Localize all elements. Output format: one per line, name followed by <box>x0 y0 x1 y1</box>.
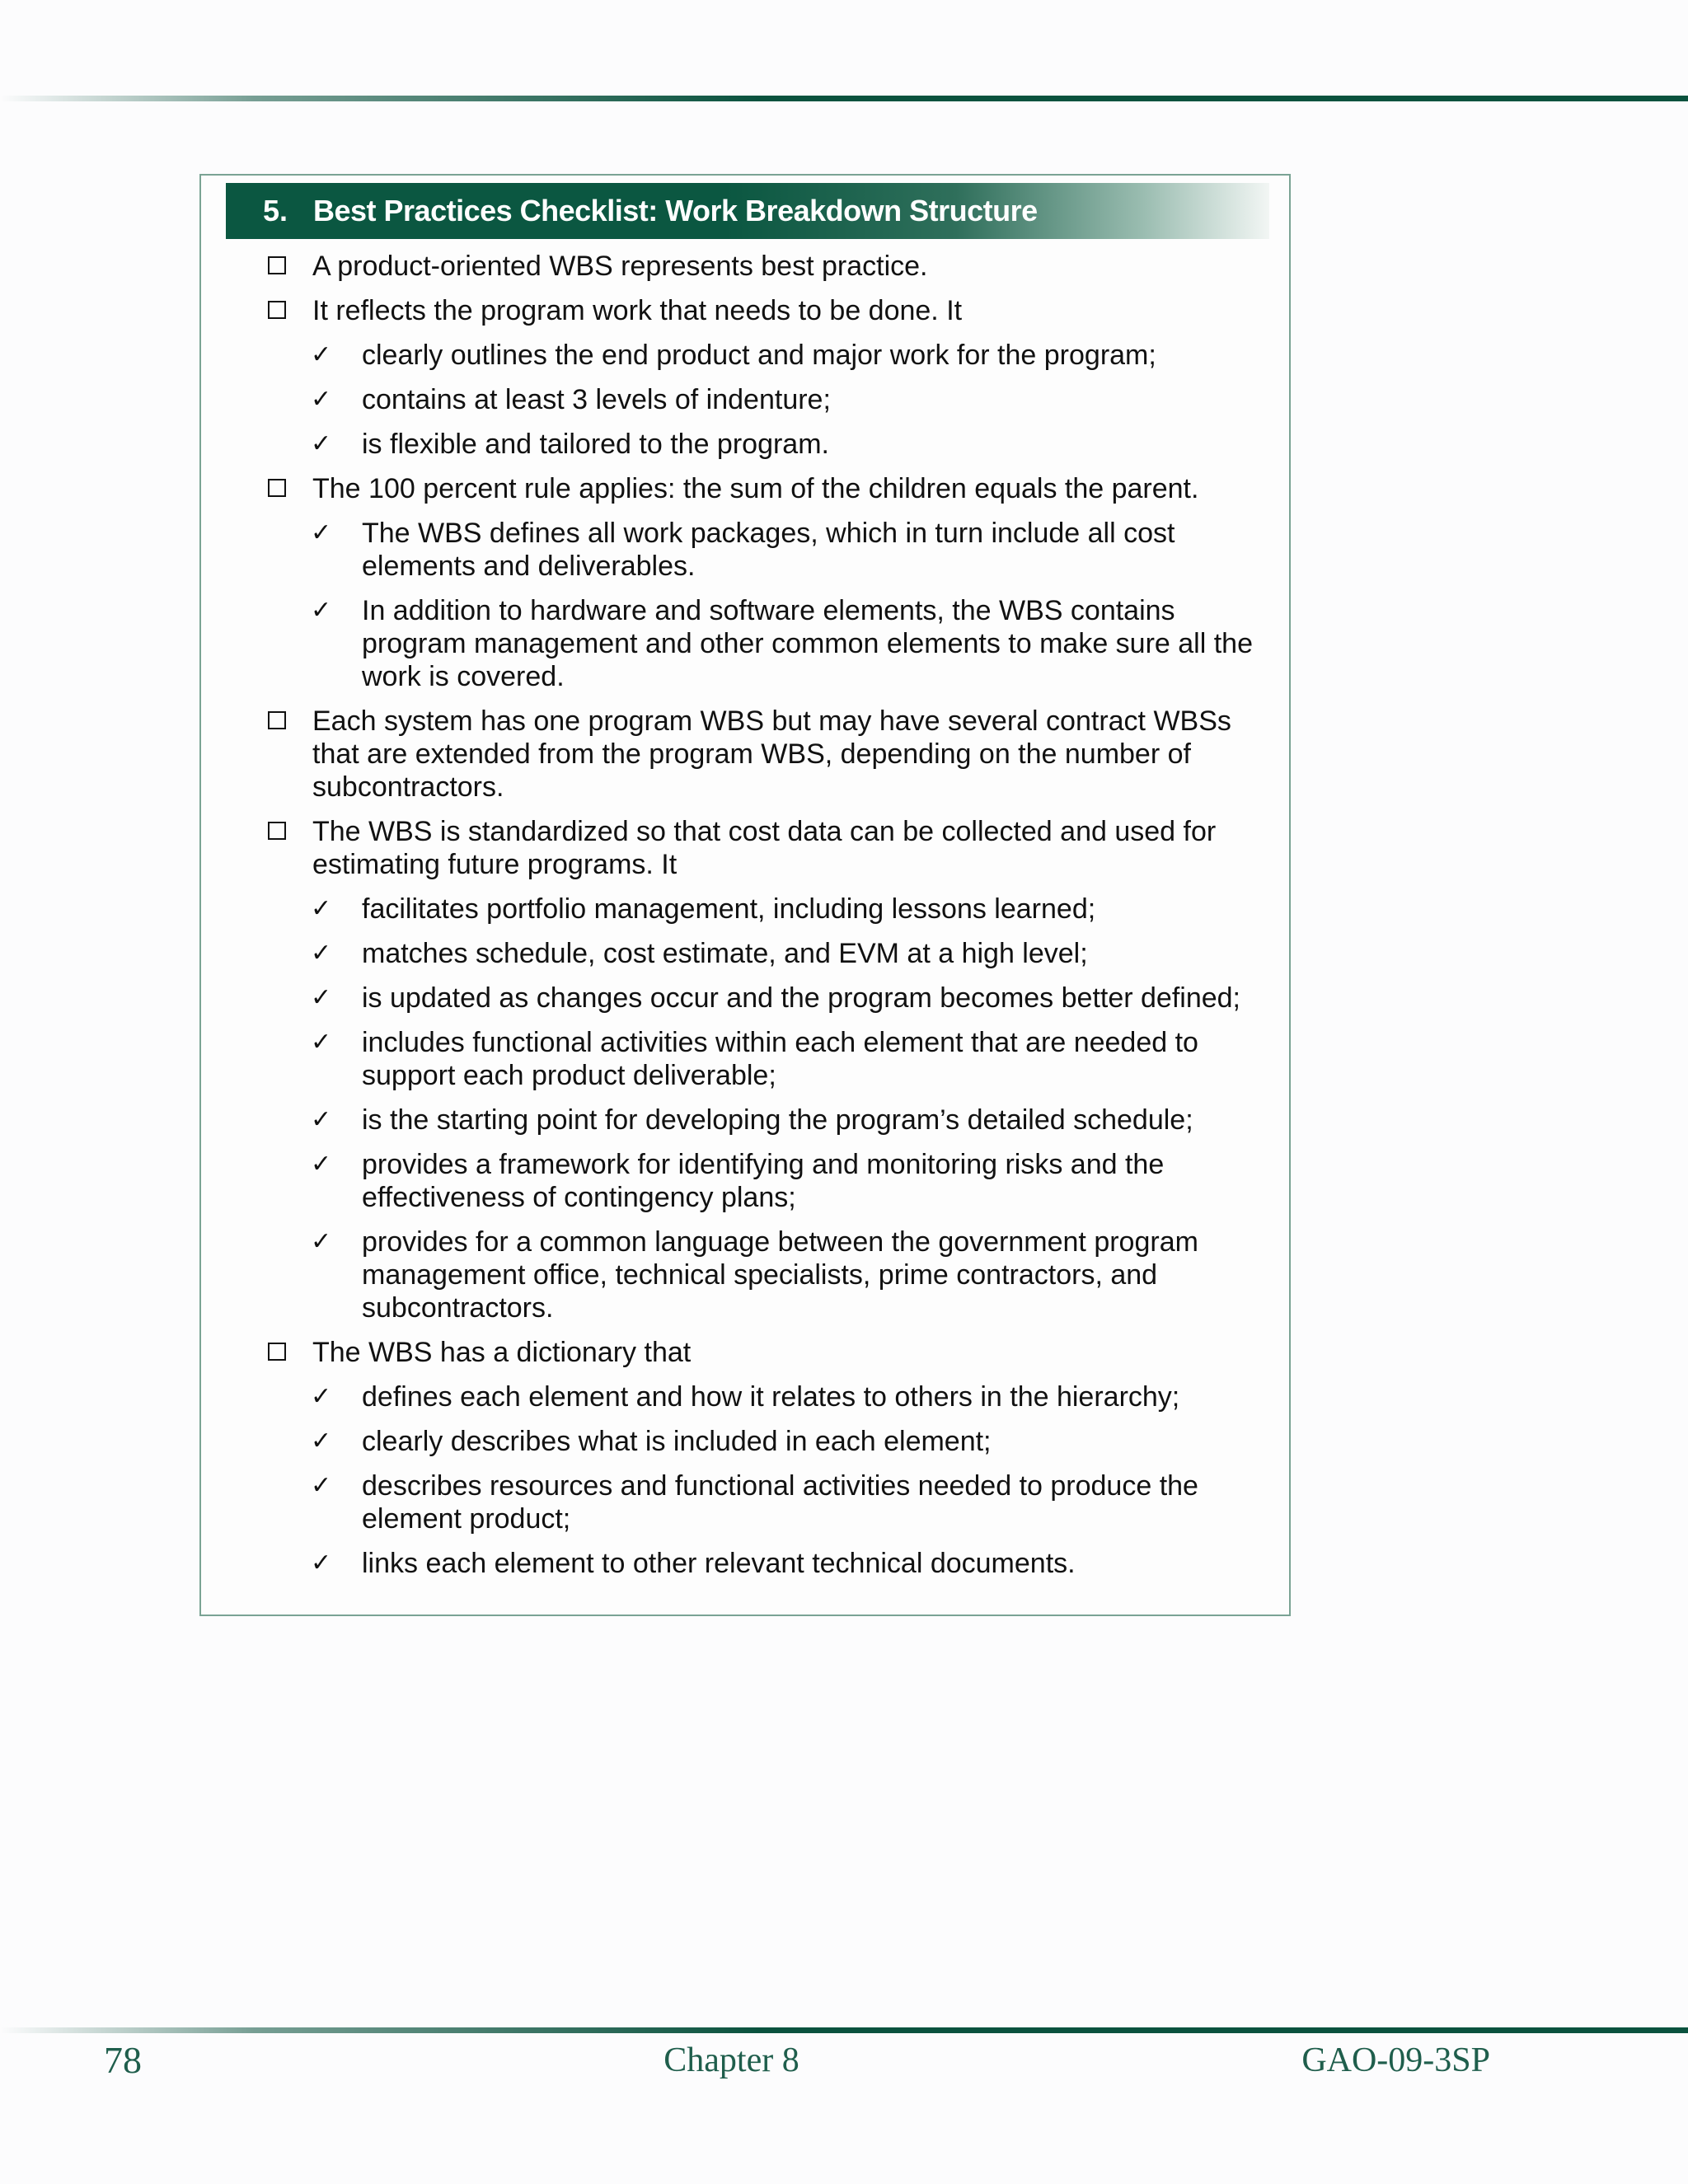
checklist-title: Best Practices Checklist: Work Breakdown Structure <box>313 194 1038 227</box>
checkbox-icon <box>268 256 286 274</box>
item-text: The 100 percent rule applies: the sum of the children equals the parent. <box>312 473 1199 504</box>
checklist-subitem <box>201 1469 1289 1535</box>
checkbox-icon <box>268 822 286 840</box>
checklist-item <box>201 294 1289 327</box>
checklist-header <box>226 183 1269 239</box>
item-text: It reflects the program work that needs to be done. It <box>312 295 963 326</box>
chapter-label: Chapter 8 <box>663 2041 799 2079</box>
checklist-subitem <box>201 1148 1289 1214</box>
checkbox-icon <box>268 1343 286 1361</box>
checkmark-icon: ✓ <box>311 1383 332 1410</box>
checkmark-icon: ✓ <box>311 1029 332 1056</box>
checklist-subitem <box>201 1380 1289 1413</box>
checklist-item <box>201 250 1289 283</box>
checkmark-icon: ✓ <box>311 984 332 1011</box>
item-text: clearly outlines the end product and major work for the program; <box>362 340 1156 371</box>
checklist-item <box>201 472 1289 505</box>
item-text: The WBS has a dictionary that <box>312 1337 692 1368</box>
item-text: provides a framework for identifying and monitoring risks and the effectiveness of contingency plans; <box>362 1149 1165 1213</box>
checklist-subitem <box>201 1547 1289 1580</box>
item-text: contains at least 3 levels of indenture; <box>362 384 831 415</box>
checkmark-icon: ✓ <box>311 597 332 624</box>
checkmark-icon: ✓ <box>311 430 332 457</box>
item-text: matches schedule, cost estimate, and EVM at a high level; <box>362 938 1088 969</box>
checklist-items <box>201 250 1289 1580</box>
checklist-subitem <box>201 383 1289 416</box>
checklist-subitem <box>201 1026 1289 1092</box>
item-text: Each system has one program WBS but may have several contract WBSs that are extended from the program WBS, depending on the number of subcontractors. <box>312 705 1231 803</box>
checklist-subitem <box>201 1104 1289 1137</box>
checkmark-icon: ✓ <box>311 1427 332 1455</box>
checklist-subitem <box>201 982 1289 1015</box>
checkbox-icon <box>268 301 286 319</box>
item-text: A product-oriented WBS represents best practice. <box>312 251 928 282</box>
checklist-item <box>201 815 1289 881</box>
checkmark-icon: ✓ <box>311 1228 332 1255</box>
checklist-subitem <box>201 339 1289 372</box>
checklist-subitem <box>201 517 1289 583</box>
page-number: 78 <box>104 2039 142 2081</box>
document-id: GAO-09-3SP <box>1301 2041 1490 2079</box>
item-text: provides for a common language between the government program management office, technical specialists, prime contractors, and subcontractors. <box>362 1226 1198 1324</box>
item-text: is updated as changes occur and the program becomes better defined; <box>362 982 1241 1014</box>
item-text: links each element to other relevant technical documents. <box>362 1548 1076 1579</box>
checklist-subitem <box>201 594 1289 693</box>
checkmark-icon: ✓ <box>311 940 332 967</box>
checkbox-icon <box>268 711 286 729</box>
checkbox-icon <box>268 479 286 497</box>
item-text: facilitates portfolio management, including lessons learned; <box>362 893 1096 925</box>
checkmark-icon: ✓ <box>311 341 332 368</box>
checklist-box <box>199 174 1291 1616</box>
item-text: The WBS is standardized so that cost data can be collected and used for estimating future programs. It <box>312 816 1217 880</box>
item-text: defines each element and how it relates to others in the hierarchy; <box>362 1381 1180 1413</box>
checkmark-icon: ✓ <box>311 519 332 546</box>
checkmark-icon: ✓ <box>311 1151 332 1178</box>
checkmark-icon: ✓ <box>311 1472 332 1499</box>
item-text: is flexible and tailored to the program. <box>362 429 829 460</box>
item-text: describes resources and functional activities needed to produce the element product; <box>362 1470 1198 1535</box>
checklist-number: 5. <box>263 194 288 227</box>
item-text: The WBS defines all work packages, which in turn include all cost elements and deliverables. <box>362 518 1175 582</box>
checklist-subitem <box>201 1425 1289 1458</box>
checklist-subitem <box>201 893 1289 926</box>
item-text: In addition to hardware and software elements, the WBS contains program management and other common elements to make sure all the work is covered. <box>362 595 1253 692</box>
bottom-rule <box>0 2027 1688 2033</box>
item-text: includes functional activities within each element that are needed to support each product deliverable; <box>362 1027 1198 1091</box>
checkmark-icon: ✓ <box>311 386 332 413</box>
checklist-subitem <box>201 1226 1289 1324</box>
checkmark-icon: ✓ <box>311 1106 332 1133</box>
checkmark-icon: ✓ <box>311 895 332 922</box>
checklist-item <box>201 705 1289 804</box>
checkmark-icon: ✓ <box>311 1549 332 1577</box>
checklist-subitem <box>201 428 1289 461</box>
checklist-item <box>201 1336 1289 1369</box>
item-text: clearly describes what is included in each element; <box>362 1426 992 1457</box>
item-text: is the starting point for developing the program’s detailed schedule; <box>362 1104 1193 1136</box>
top-rule <box>0 96 1688 101</box>
checklist-subitem <box>201 937 1289 970</box>
